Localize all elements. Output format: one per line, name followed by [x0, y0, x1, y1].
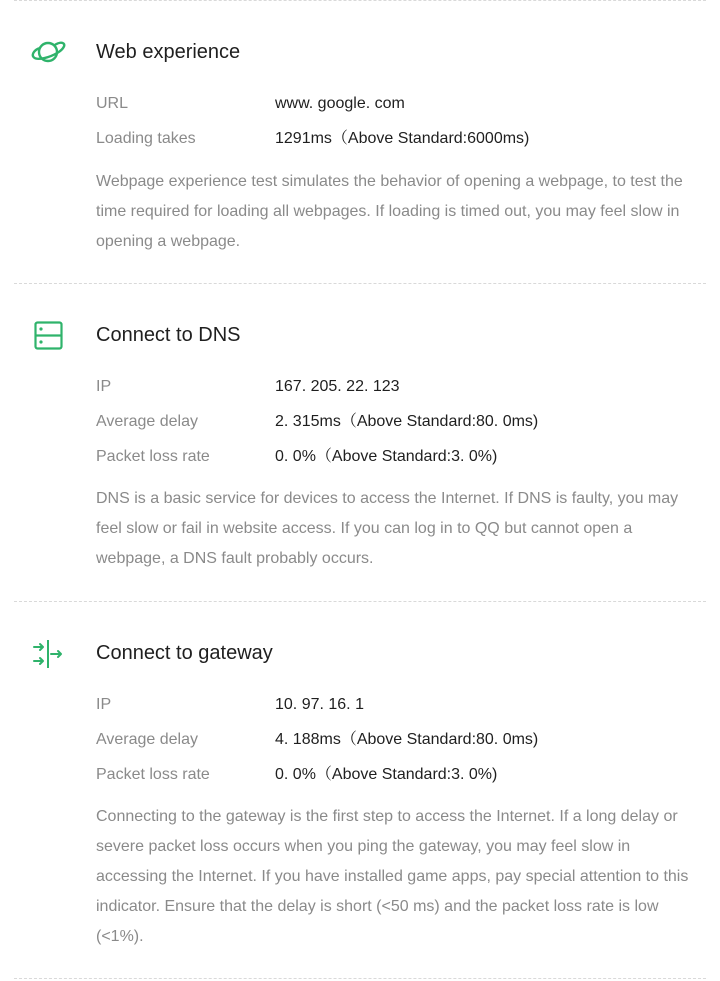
info-row-ip [96, 693, 700, 717]
row-label: Packet loss rate [96, 766, 210, 783]
row-label: IP [96, 378, 112, 395]
section-title: Web experience [96, 41, 241, 63]
top-divider [14, 0, 706, 1]
planet-icon [30, 36, 66, 72]
section-title: Connect to DNS [96, 324, 241, 346]
row-label: Average delay [96, 413, 198, 430]
gateway-arrows-icon [30, 638, 66, 674]
server-icon [30, 320, 66, 356]
bottom-divider [14, 978, 706, 979]
section-description: Webpage experience test simulates the behavior of opening a webpage, to test the time required for loading all webpages. If loading is timed out, you may feel slow in opening a webpage. [96, 173, 683, 250]
row-label: IP [96, 696, 112, 713]
row-value: www. google. com [275, 95, 405, 112]
info-row-average-delay [96, 728, 700, 752]
row-value: 2. 315ms（Above Standard:80. 0ms) [275, 413, 539, 430]
row-label: Average delay [96, 731, 198, 748]
info-row-loading [96, 127, 700, 151]
info-row-ip [96, 375, 700, 399]
row-label: URL [96, 95, 129, 112]
info-row-packet-loss [96, 445, 700, 469]
section-description: DNS is a basic service for devices to access the Internet. If DNS is faulty, you may feel slow or fail in website access. If you can log in to QQ but cannot open a webpage, a DNS fault probably occurs. [96, 490, 679, 567]
row-value: 0. 0%（Above Standard:3. 0%) [275, 766, 498, 783]
section-divider [14, 283, 706, 284]
info-row-url [96, 92, 700, 116]
row-label: Packet loss rate [96, 448, 210, 465]
row-value: 1291ms（Above Standard:6000ms) [275, 130, 530, 147]
row-value: 4. 188ms（Above Standard:80. 0ms) [275, 731, 539, 748]
section-title: Connect to gateway [96, 642, 273, 664]
row-label: Loading takes [96, 130, 196, 147]
info-row-packet-loss [96, 763, 700, 787]
row-value: 167. 205. 22. 123 [275, 378, 400, 395]
row-value: 0. 0%（Above Standard:3. 0%) [275, 448, 498, 465]
section-divider [14, 601, 706, 602]
row-value: 10. 97. 16. 1 [275, 696, 364, 713]
section-description: Connecting to the gateway is the first step to access the Internet. If a long delay or severe packet loss occurs when you ping the gateway, you may feel slow in accessing the Internet. If you have installed game apps, pay special attention to this indicator. Ensure that the delay is short (<50 ms) and the packet loss rate is low (<1%). [96, 808, 689, 945]
info-row-average-delay [96, 410, 700, 434]
